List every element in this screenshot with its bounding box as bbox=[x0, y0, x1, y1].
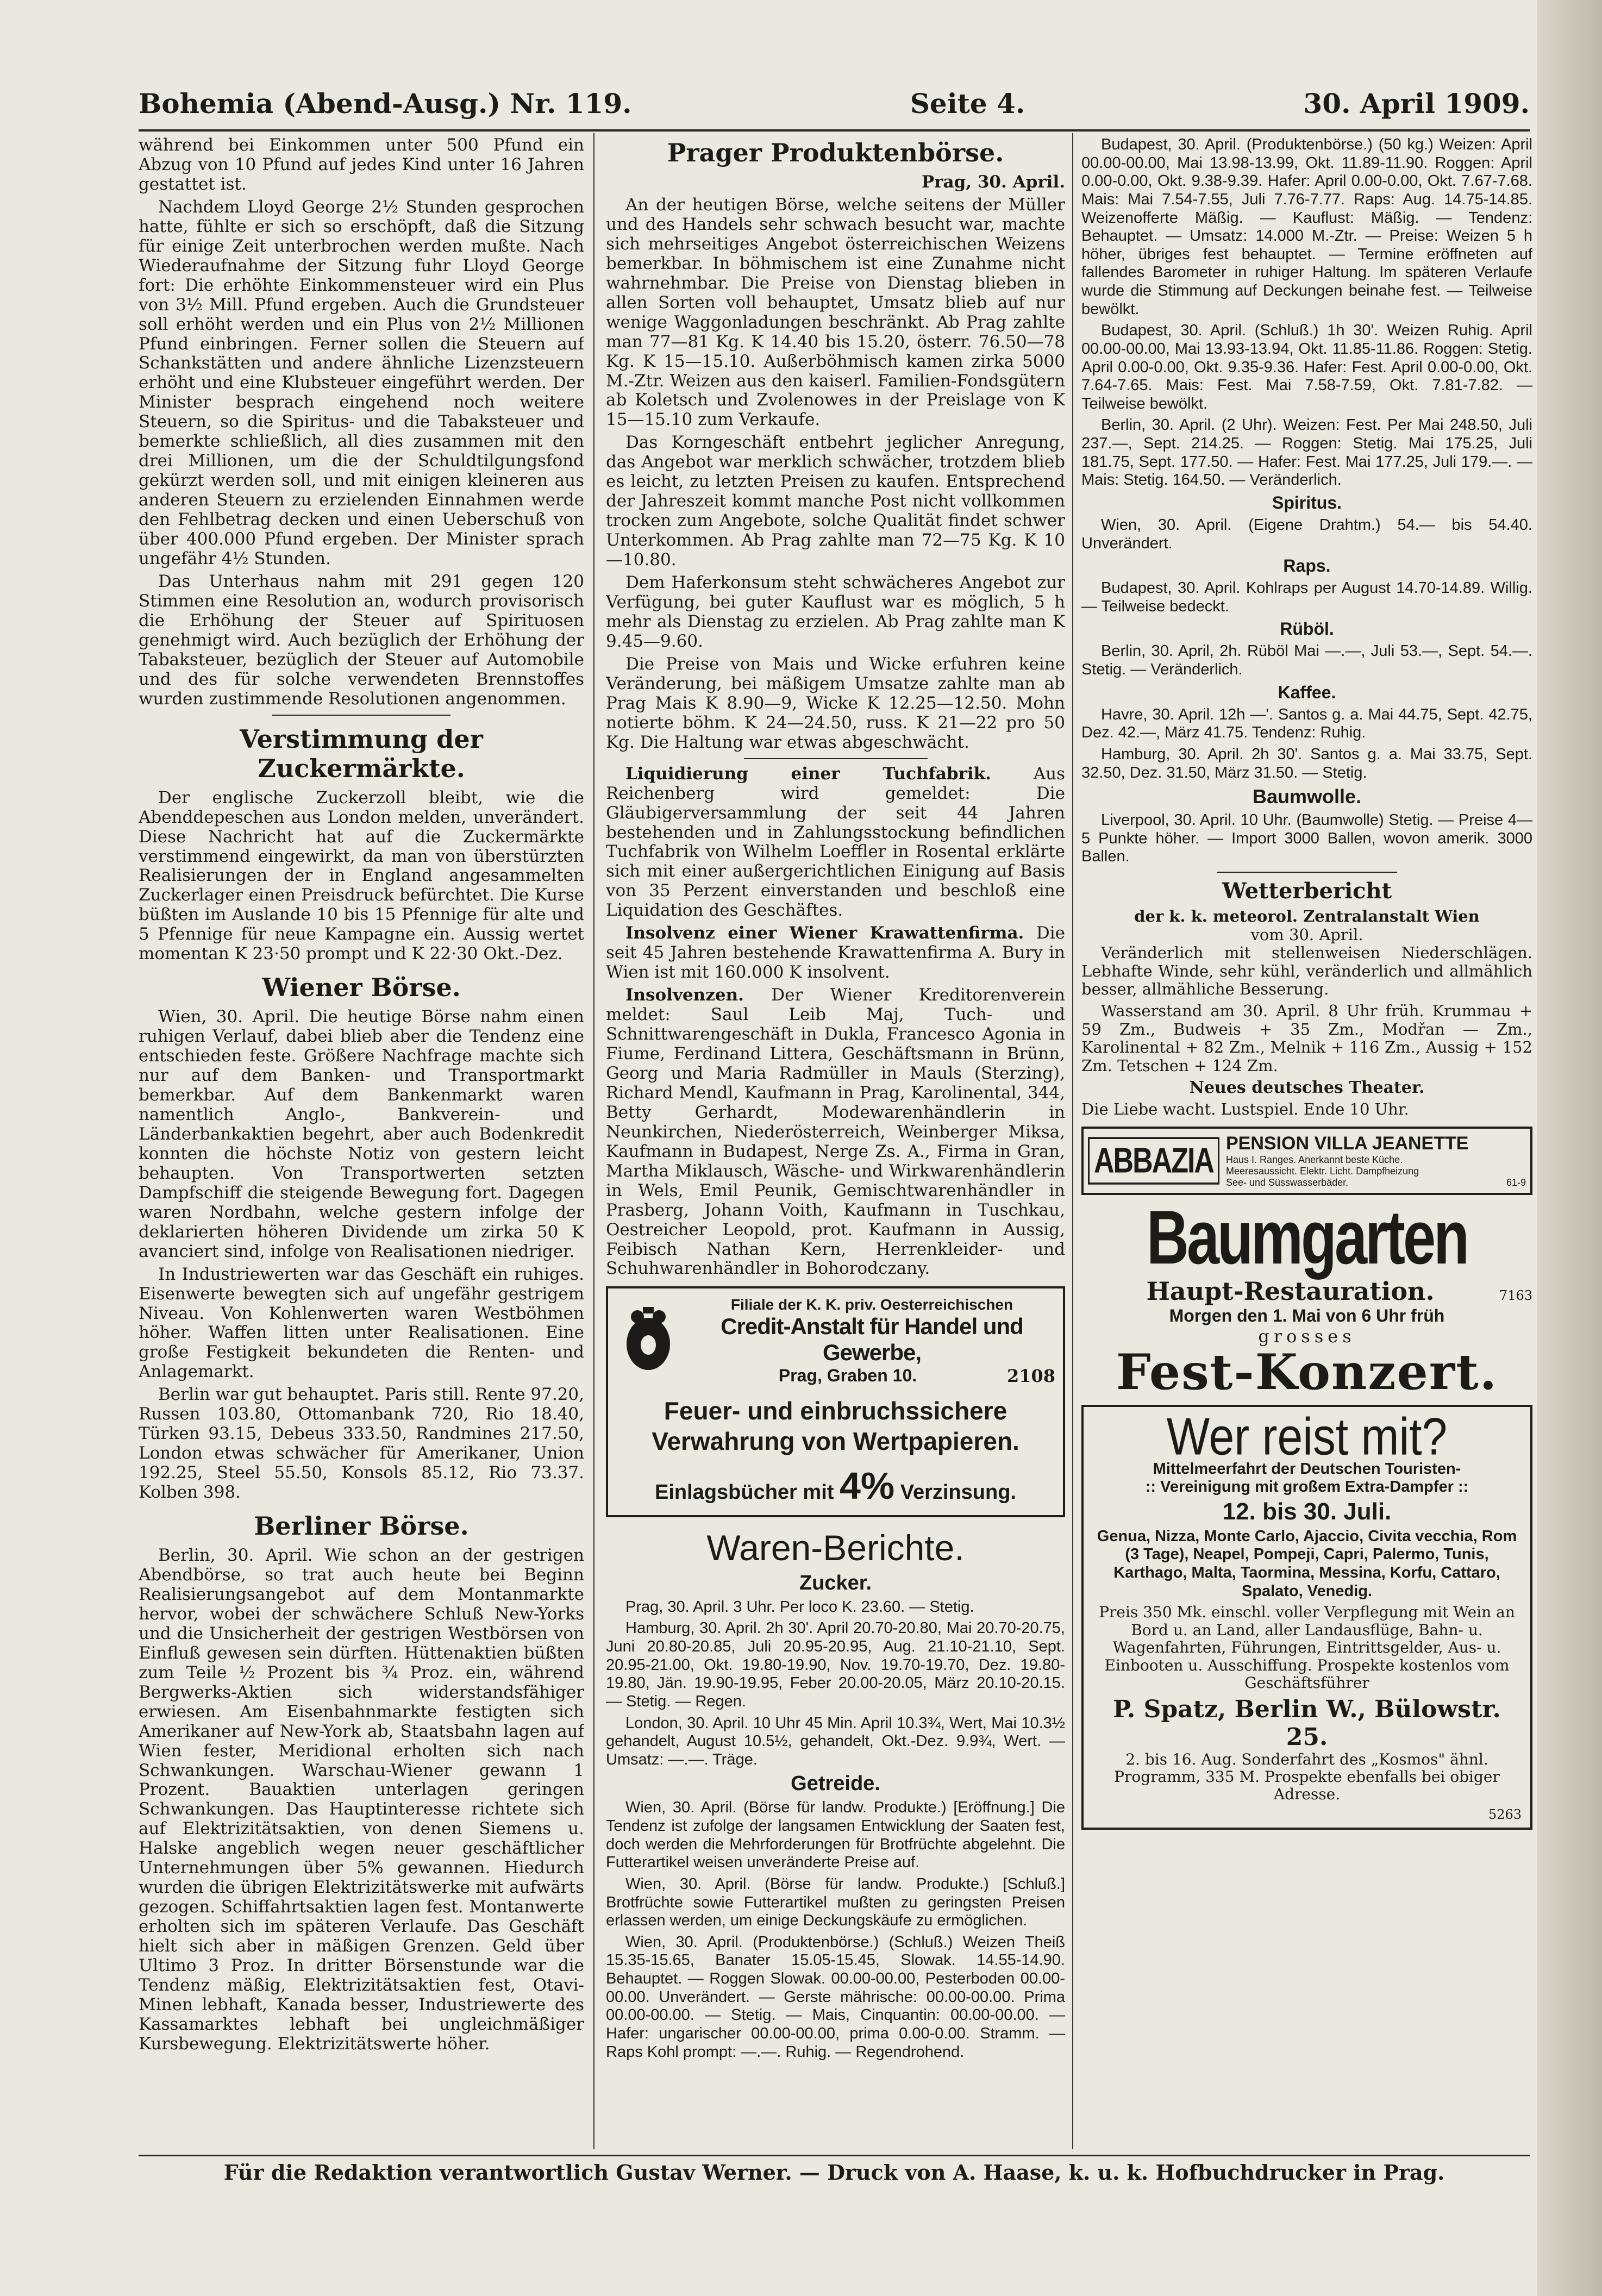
reise-kosmos: 2. bis 16. Aug. Sonderfahrt des „Kosmos" ähnl. Programm, 335 M. Prospekte ebenfalls bei obiger Adresse. bbox=[1114, 1750, 1500, 1804]
market-report: Budapest, 30. April. (Schluß.) 1h 30'. Weizen Ruhig. April 00.00-00.00, Mai 13.93-13.94, Okt. 11.85-11.86. Roggen: Stetig. April 0.00-0.00, Okt. 9.35-9.36. Hafer: Fest. April 0.00-0.00, Okt. 7.64-7.65. Mais: Fest. Mai 7.58-7.59, Okt. 7.81-7.82. — Teilweise bewölkt. bbox=[1081, 322, 1532, 412]
ad-header bbox=[616, 1296, 1055, 1386]
market-report: Hamburg, 30. April. 2h 30'. April 20.70-20.80, Mai 20.70-20.75, Juni 20.80-20.85, Juli 20.95-20.95, Aug. 21.10-21.10, Sept. 20.95-21.00, Okt. 19.80-19.90, Nov. 19.70-19.70, Dez. 19.80-19.80, Jän. 19.90-19.95, Feber 20.00-20.05, März 20.10-20.15. — Stetig. — Regen. bbox=[606, 1619, 1065, 1710]
weather-title: Wetterbericht bbox=[1222, 878, 1392, 904]
article-paragraph: während bei Einkommen unter 500 Pfund ein Abzug von 10 Pfund auf jedes Kind unter 16 Jahren gestattet ist. bbox=[139, 136, 584, 194]
ad-credit-anstalt: Credit-Anstalt für Handel und Gewerbe, bbox=[721, 1313, 1023, 1366]
section-divider bbox=[272, 715, 450, 716]
section-title: Wiener Börse. bbox=[262, 973, 461, 1003]
imprint-footer: Für die Redaktion verantwortlich Gustav Werner. — Druck von A. Haase, k. u. k. Hofbuchdrucker in Prag. bbox=[223, 2160, 1445, 2185]
section-title: Prager Produktenbörse. bbox=[667, 138, 1004, 167]
section-title: Berliner Börse. bbox=[254, 1511, 469, 1541]
market-report: Wien, 30. April. (Produktenbörse.) (Schluß.) Weizen Theiß 15.35-15.65, Banater 15.05-15.45, Slowak. 14.55-14.90. Behauptet. — Roggen Slowak. 00.00-00.00, Pesterboden 00.00-00.00. Unverändert. — Gerste mährische: 00.00-00.00. Prima 00.00-00.00. — Stetig. — Mais, Cinquantin: 00.00-00.00. — Hafer: ungarischer 00.00-00.00, prima 0.00-0.00. Stramm. — Raps Kohl prompt: —.—. Ruhig. — Regendrohend. bbox=[606, 1933, 1065, 2061]
article-paragraph: Das Unterhaus nahm mit 291 gegen 120 Stimmen eine Resolution an, wodurch provisorisch die Erhöhung der Steuer auf Spirituosen genehmigt wird. Auch bezüglich der Erhöhung der Tabaksteuer, bezüglich der Steuer auf Automobile und des für solche verwendeten Brennstoffes wurden zustimmende Resolutionen angenommen. bbox=[139, 571, 584, 709]
theater-title: Neues deutsches Theater. bbox=[1189, 1078, 1425, 1098]
abbazia-line: See- und Süsswasserbäder. bbox=[1225, 1177, 1349, 1188]
market-report: Budapest, 30. April. Kohlraps per August 14.70-14.89. Willig. — Teilweise bedeckt. bbox=[1081, 579, 1532, 615]
dateline: Prag, 30. April. bbox=[921, 172, 1065, 192]
weather-subtitle: der k. k. meteorol. Zentralanstalt Wien bbox=[1134, 907, 1480, 925]
abbazia-title: PENSION VILLA JEANETTE bbox=[1225, 1133, 1469, 1154]
column-rule bbox=[1072, 133, 1073, 2149]
reise-contact: P. Spatz, Berlin W., Bülowstr. 25. bbox=[1113, 1695, 1501, 1751]
credit-anstalt-advertisement bbox=[606, 1286, 1065, 1517]
baumgarten-subtitle: Haupt-Restauration. bbox=[1146, 1277, 1435, 1306]
abbazia-advertisement bbox=[1081, 1127, 1532, 1195]
market-report: Budapest, 30. April. (Produktenbörse.) (50 kg.) Weizen: April 00.00-00.00, Mai 13.98-13.99, Okt. 11.89-11.90. Roggen: April 0.00-0.00, Okt. 9.38-9.39. Hafer: April 0.00-0.00, Okt. 7.67-7.68. Mais: Mai 7.54-7.55, Juli 7.76-7.77. Raps: Aug. 14.75-14.85. Weizenofferte Mäßig. — Kauflust: Mäßig. — Tendenz: Behauptet. — Umsatz: 14.000 M.-Ztr. — Preise: Weizen 5 h höher, übriges fest behauptet. — Termine eröffneten auf fallendes Barometer in ruhiger Haltung. Im späteren Verlaufe wurde die Stimmung auf Deckungen beinahe fest. — Teilweise bewölkt. bbox=[1081, 136, 1532, 318]
article-paragraph: Das Korngeschäft entbehrt jeglicher Anregung, das Angebot war merklich schwächer, trotzdem blieb es leicht, zu letzten Preisen zu kaufen. Entsprechend der Jahreszeit kommt manche Post nicht vollkommen trocken zum Angebote, solche Qualität findet schwer Unterkommen. Ab Prag zahlte man 72—75 Kg. K 10—10.80. bbox=[606, 433, 1065, 570]
abbazia-code: 61-9 bbox=[1506, 1177, 1526, 1188]
market-report: Liverpool, 30. April. 10 Uhr. (Baumwolle) Stetig. — Preise 4—5 Punkte höher. — Import 3000 Ballen, wovon amerik. 3000 Ballen. bbox=[1081, 811, 1532, 866]
abbazia-line: Haus I. Ranges. Anerkannt beste Küche. bbox=[1225, 1154, 1403, 1165]
subsection-title: Getreide. bbox=[791, 1772, 880, 1795]
reise-price: Preis 350 Mk. einschl. voller Verpflegung mit Wein an Bord u. an Land, aller Landausflüge, Bahn- u. Wagenfahrten, Führungen, Eintrittsgelder, Aus- u. Einbooten u. Ausschiffung. Prospekte kostenlos vom Geschäftsführer bbox=[1099, 1603, 1515, 1692]
subsection-title: Kaffee. bbox=[1278, 682, 1336, 702]
market-report: Berlin, 30. April, 2h. Rüböl Mai —.—, Juli 53.—, Sept. 54.—. Stetig. — Veränderlich. bbox=[1081, 642, 1532, 678]
article-paragraph bbox=[606, 924, 1065, 983]
subsection-title: Raps. bbox=[1283, 556, 1331, 576]
reise-places: Genua, Nizza, Monte Carlo, Ajaccio, Civita vecchia, Rom (3 Tage), Neapel, Pompeji, Capri, Palermo, Tunis, Karthago, Malta, Taormina, Messina, Korfu, Cattaro, Spalato, Venedig. bbox=[1097, 1527, 1517, 1600]
ad-einlags-percent: 4% bbox=[839, 1464, 895, 1507]
ad-address: Prag, Graben 10. bbox=[778, 1366, 917, 1386]
reise-subtitle: :: Vereinigung mit großem Extra-Dampfer :: bbox=[1145, 1478, 1469, 1496]
theater-text: Die Liebe wacht. Lustspiel. Ende 10 Uhr. bbox=[1081, 1100, 1409, 1119]
subsection-title: Rüböl. bbox=[1280, 619, 1334, 639]
article-paragraph: Dem Haferkonsum steht schwächeres Angebot zur Verfügung, bei guter Kauflust war es möglich, 5 h mehr als Dienstag zu erzielen. Ab Prag zahlte man K 9.45—9.60. bbox=[606, 573, 1065, 651]
column-1 bbox=[139, 136, 584, 2147]
waren-berichte-title: Waren-Berichte. bbox=[706, 1527, 965, 1568]
market-report: Wien, 30. April. (Börse für landw. Produkte.) [Eröffnung.] Die Tendenz ist zufolge der langsamen Entwicklung der Saaten fest, doch werden die Mehrforderungen für Brotfrüchte abgelehnt. Die Futterartikel weisen unveränderte Preise auf. bbox=[606, 1799, 1065, 1872]
article-body: Der Wiener Kreditorenverein meldet: Saul Leib Maj, Tuch- und Schnittwarengeschäft in Dukla, Francesco Agonia in Fiume, Ferdinand Littera, Geschäftsmann in Brünn, Georg und Maria Radmüller in Mauls (Sterzing), Richard Mendl, Kaufmann in Prag, Karolinental, 344, Betty Gerhardt, Modewarenhändlerin in Neunkirchen, Niederösterreich, Weinberger Miksa, Kaufmann in Budapest, Nerge Zs. A., Firma in Gran, Martha Miklausch, Wäsche- und Wirkwarenhändlerin in Wels, Emil Peunik, Gemischtwarenhändler in Prasberg, Johann Voith, Kaufmann in Tuschkau, Oestreicher Leopold, prot. Kaufmann in Aussig, Feibisch Nathan Kern, Herrenkleider- und Schuhwarenhändler in Bohorodczany. bbox=[606, 985, 1065, 1279]
abbazia-line: Meeresaussicht. Elektr. Licht. Dampfheizung bbox=[1225, 1166, 1419, 1177]
market-report: Hamburg, 30. April. 2h 30'. Santos g. a. Mai 33.75, Sept. 32.50, Dez. 31.50, März 31.50. — Stetig. bbox=[1081, 745, 1532, 781]
ad-filiale: Filiale der K. K. priv. Oesterreichischen bbox=[730, 1296, 1013, 1313]
footer-rule bbox=[139, 2155, 1530, 2156]
section-divider bbox=[1217, 872, 1397, 873]
article-paragraph: Der englische Zuckerzoll bleibt, wie die Abenddepeschen aus London melden, unverändert. Diese Nachricht hat auf die Zuckermärkte verstimmend eingewirkt, da man von überstürzten Realisierungen der in England angesammelten Zuckerlager einen Preisdruck befürchtet. Die Kurse büßten im Auslande 10 bis 15 Pfennige für alte und 5 Pfennige für neue Kampagne ein. Aussig wertet momentan K 23·50 prompt und K 22·30 Okt.-Dez. bbox=[139, 787, 584, 964]
subsection-title: Baumwolle. bbox=[1252, 785, 1362, 808]
column-3 bbox=[1081, 136, 1532, 2147]
header-page-number: Seite 4. bbox=[910, 87, 1025, 120]
subsection-title: Spiritus. bbox=[1272, 492, 1342, 512]
article-body: Aus Reichenberg wird gemeldet: Die Gläubigerversammlung der seit 44 Jahren bestehenden und in Zahlungsstockung befindlichen Tuchfabrik von Wilhelm Loeffler in Rosental erklärte sich mit einer außergerichtlichen Einigung auf Basis von 35 Perzent einverstanden und beschloß eine Liquidation des Geschäftes. bbox=[606, 764, 1065, 921]
market-report: Havre, 30. April. 12h —'. Santos g. a. Mai 44.75, Sept. 42.75, Dez. 42.—, März 41.75. Tendenz: Ruhig. bbox=[1081, 705, 1532, 742]
column-rule bbox=[593, 133, 595, 2149]
article-paragraph: An der heutigen Börse, welche seitens der Müller und des Handels sehr schwach besucht war, machte sich mehrseitiges Angebot österreichischen Weizens bemerkbar. In böhmischem ist eine Zunahme nicht wahrnehmbar. Die Preise von Dienstag blieben in allen Sorten voll behauptet, Umsatz blieb auf nur wenige Waggonladungen beschränkt. Ab Prag zahlte man 77—81 Kg. K 14.40 bis 15.20, österr. 76.50—78 Kg. K 15—15.10. Außerböhmisch kamen zirka 5000 M.-Ztr. Weizen aus den kaiserl. Familien-Fondsgütern ab Koletsch und Zvolenowes in der Preislage von K 15—15.10 zum Verkaufe. bbox=[606, 195, 1065, 430]
article-paragraph: Die Preise von Mais und Wicke erfuhren keine Veränderung, bei mäßigem Umsatze zahlte man ab Prag Mais K 8.90—9, Wicke K 12.25—12.50. Mohn notierte böhm. K 24—24.50, russ. K 21—22 pro 50 Kg. Die Haltung war etwas abgeschwächt. bbox=[606, 654, 1065, 752]
baumgarten-date: Morgen den 1. Mai von 6 Uhr früh bbox=[1169, 1306, 1445, 1325]
market-report: London, 30. April. 10 Uhr 45 Min. April 10.3¾, Wert, Mai 10.3½ gehandelt, August 10.5½, gehandelt, Okt.-Dez. 9.9¾, Wert. — Umsatz: —.—. Träge. bbox=[606, 1714, 1065, 1768]
subsection-title: Zucker. bbox=[799, 1571, 872, 1594]
article-paragraph: Wien, 30. April. Die heutige Börse nahm einen ruhigen Verlauf, dabei blieb aber die Tendenz eine entschieden feste. Größere Nachfrage machte sich nur auf dem Banken- und Transportmarkt bemerkbar. Auf dem Bankenmarkt waren namentlich Anglo-, Bankverein- und Länderbankaktien begehrt, aber auch Bodenkredit konnten die höchste Notiz von gestern leicht behaupten. Von Transportwerten setzten Dampfschiff die steigende Bewegung fort. Dagegen waren Nordbahn, welche gestern infolge der deklarierten höheren Dividende um zirka 50 K avanciert sind, infolge von Realisationen niedriger. bbox=[139, 1007, 584, 1261]
reise-subtitle: Mittelmeerfahrt der Deutschen Touristen- bbox=[1153, 1460, 1461, 1478]
double-eagle-icon bbox=[616, 1303, 681, 1379]
article-paragraph: Berlin war gut behauptet. Paris still. Rente 97.20, Russen 103.80, Ottomanbank 720, Rio 18.40, Türken 93.15, Debeus 333.50, Randmines 217.50, London etwas schwächer für Amerikaner, Union 192.25, Steel 55.50, Konsols 85.12, Rio 73.37. Kolben 398. bbox=[139, 1385, 584, 1503]
ad-einlags bbox=[616, 1464, 1055, 1507]
weather-date: vom 30. April. bbox=[1250, 925, 1363, 944]
reise-date: 12. bis 30. Juli. bbox=[1222, 1498, 1392, 1525]
article-paragraph: Berlin, 30. April. Wie schon an der gestrigen Abendbörse, so trat auch heute bei Beginn Realisierungsangebot auf dem Montanmarkte hervor, wobei der schwächere Schluß New-Yorks und die Unsicherheit der gestrigen Westbörsen von Einfluß gewesen sein dürften. Hüttenaktien büßten zum Teile ½ Prozent bis ¾ Proz. ein, während Bergwerks-Aktien sich widerstandsfähiger erwiesen. Am Eisenbahnmarkte festigten sich Amerikaner auf New-York ab, Staatsbahn lagen auf Wien fester, Meridional erholten sich nach Schwankungen. Warschau-Wiener gewann 1 Prozent. Bauaktien unterlagen geringen Schwankungen. Das Hauptinteresse richtete sich auf Elektrizitätsaktien, von denen Siemens u. Halske angeblich wegen neuer geschäftlicher Unternehmungen über 5% gewannen. Hiedurch wurden die übrigen Elektrizitätswerke mit aufwärts gezogen. Schiffahrtsaktien lagen fest. Montanwerte erholten sich im späteren Verlaufe. Das Geschäft hielt sich aber in mäßigen Grenzen. Geld über Ultimo 3 Proz. In dritter Börsenstunde war die Tendenz mäßig, Elektrizitätsaktien fest, Otavi-Minen lebhaft, Kanada besser, Industriewerte des Kassamarktes lebhaft bei ungleichmäßiger Kursbewegung. Elektrizitätswerte höher. bbox=[139, 1546, 584, 2054]
header-masthead: Bohemia (Abend-Ausg.) Nr. 119. bbox=[139, 87, 632, 120]
wer-reist-mit-advertisement bbox=[1081, 1405, 1532, 1830]
section-divider bbox=[744, 758, 928, 759]
page-header bbox=[139, 82, 1530, 125]
fest-konzert-title: Fest-Konzert. bbox=[1116, 1343, 1498, 1401]
article-headline: Insolvenzen. bbox=[625, 985, 744, 1005]
baumgarten-advertisement bbox=[1081, 1194, 1532, 1401]
article-paragraph: Nachdem Lloyd George 2½ Stunden gesprochen hatte, fühlte er sich so erschöpft, daß die Sitzung für einige Zeit unterbrochen werden mußte. Nach Wiederaufnahme der Sitzung fuhr Lloyd George fort: Die erhöhte Einkommensteuer wird ein Plus von 3½ Mill. Pfund ergeben. Auch die Grundsteuer soll erhöht werden und ein Plus von 2½ Millionen Pfund einbringen. Ferner sollen die Steuern auf Schankstätten und andere ähnliche Lizenzsteuern erhöht und eine Klubsteuer eingeführt werden. Der Minister besprach eingehend noch weitere Steuern, so die Spiritus- und die Tabaksteuer und bemerkte schließlich, all dies zusammen mit den drei Millionen, um die der Schuldtilgungsfond gekürzt werden soll, und mit einigen kleineren aus anderen Steuern zu erzielenden Einnahmen werde den Fehlbetrag decken und einen Ueberschuß von über 400.000 Pfund ergeben. Der Minister sprach ungefähr 4½ Stunden. bbox=[139, 197, 584, 569]
baumgarten-grosses: grosses bbox=[1258, 1326, 1356, 1347]
market-report: Wien, 30. April. (Eigene Drahtm.) 54.— bis 54.40. Unverändert. bbox=[1081, 516, 1532, 552]
weather-text: Veränderlich mit stellenweisen Niederschlägen. Lebhafte Winde, sehr kühl, veränderlich und allmählich besser, allmähliche Besserung. bbox=[1081, 943, 1532, 999]
header-date: 30. April 1909. bbox=[1303, 87, 1530, 120]
abbazia-line-row bbox=[1226, 1177, 1526, 1188]
ad-einlags-post: Verzinsung. bbox=[900, 1480, 1016, 1504]
market-report: Wien, 30. April. (Börse für landw. Produkte.) [Schluß.] Brotfrüchte sowie Futterartikel mußten zu geringsten Preisen erlassen werden, um einige Deckungskäufe zu ermöglichen. bbox=[606, 1875, 1065, 1930]
page-edge bbox=[1537, 0, 1602, 2296]
water-level: Wasserstand am 30. April. 8 Uhr früh. Krummau + 59 Zm., Budweis + 35 Zm., Modřan — Zm., Karolinental + 82 Zm., Melnik + 116 Zm., Aussig + 152 Zm. Tetschen + 124 Zm. bbox=[1081, 1001, 1532, 1075]
article-paragraph: In Industriewerten war das Geschäft ein ruhiges. Eisenwerte bewegten sich auf ungefähr gestrigem Niveau. Von Kohlenwerten waren Westböhmen höher. Waffen litten unter Realisationen. Eine große Festigkeit bekundeten die Renten- und Anlagemarkt. bbox=[139, 1264, 584, 1382]
market-report: Berlin, 30. April. (2 Uhr). Weizen: Fest. Per Mai 248.50, Juli 237.—, Sept. 214.25. — Roggen: Stetig. Mai 175.25, Juli 181.75, Sept. 177.50. — Hafer: Fest. Mai 177.25, Juli 179.—. — Mais: Stetig. 164.50. — Veränderlich. bbox=[1081, 416, 1532, 489]
article-paragraph bbox=[606, 986, 1065, 1279]
abbazia-logo: ABBAZIA bbox=[1088, 1137, 1219, 1185]
baumgarten-sub-row bbox=[1081, 1277, 1532, 1306]
article-headline: Liquidierung einer Tuchfabrik. bbox=[625, 764, 991, 784]
article-headline: Insolvenz einer Wiener Krawattenfirma. bbox=[625, 923, 1024, 943]
article-paragraph bbox=[606, 765, 1065, 921]
ad-feuer: Feuer- und einbruchssichere Verwahrung von Wertpapieren. bbox=[652, 1397, 1019, 1455]
article-body: Die seit 45 Jahren bestehende Krawattenfirma A. Bury in Wien ist mit 160.000 K insolvent. bbox=[606, 923, 1065, 983]
baumgarten-title: Baumgarten bbox=[1146, 1194, 1468, 1280]
market-report: Prag, 30. April. 3 Uhr. Per loco K. 23.60. — Stetig. bbox=[625, 1598, 974, 1616]
column-2 bbox=[606, 136, 1065, 2147]
ad-einlags-pre: Einlagsbücher mit bbox=[655, 1480, 834, 1504]
reise-title: Wer reist mit? bbox=[1166, 1406, 1448, 1466]
ad-code: 2108 bbox=[1006, 1366, 1055, 1387]
reise-code: 5263 bbox=[1488, 1806, 1522, 1822]
section-title: Verstimmung der Zuckermärkte. bbox=[240, 724, 483, 783]
header-rule bbox=[139, 129, 1530, 132]
ad-address-row bbox=[689, 1366, 1055, 1386]
baumgarten-code: 7163 bbox=[1499, 1288, 1532, 1303]
